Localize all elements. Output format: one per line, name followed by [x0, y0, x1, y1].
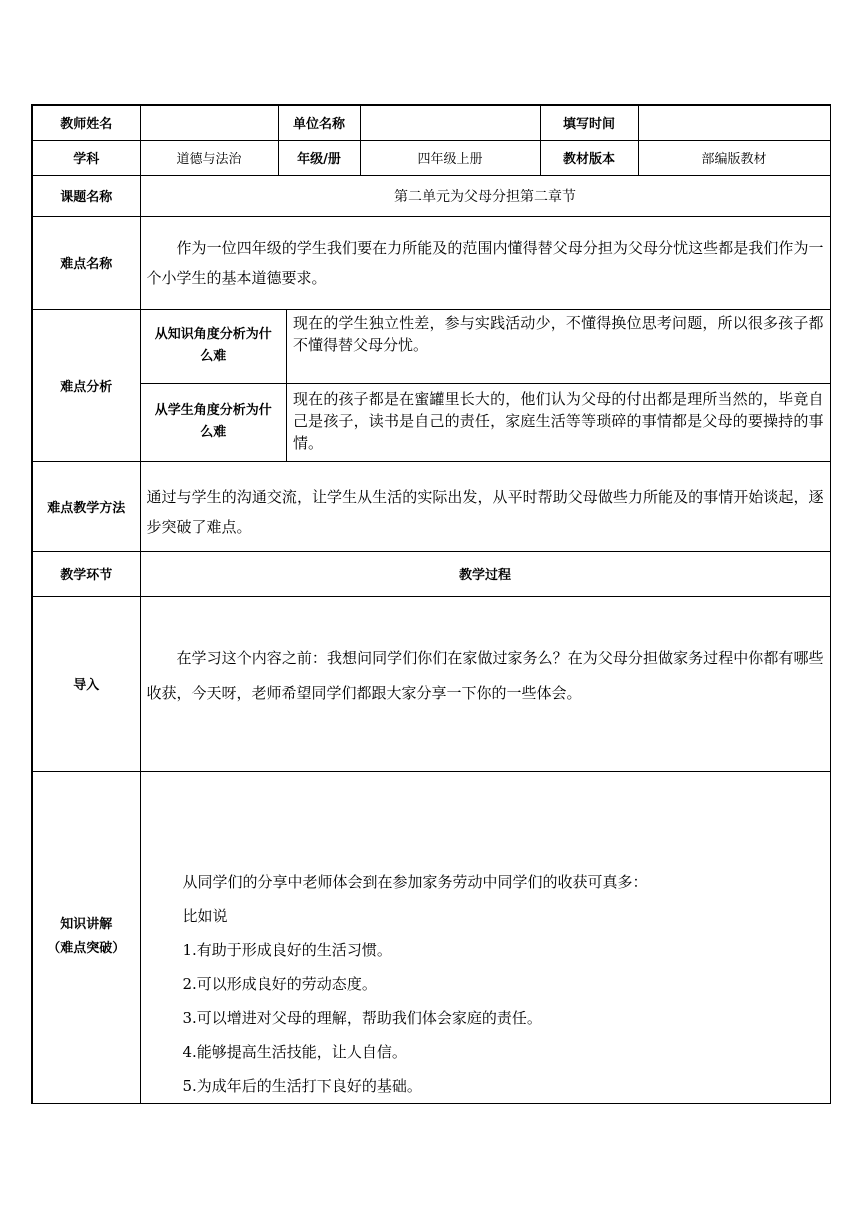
row-process-header [32, 551, 830, 596]
grade-label: 年级/册 [278, 140, 360, 175]
intro-label: 导入 [32, 596, 140, 771]
grade-value: 四年级上册 [360, 140, 540, 175]
knowledge-angle-label: 从知识角度分析为什么难 [154, 327, 272, 365]
fill-time-label: 填写时间 [540, 105, 638, 140]
process-header: 教学过程 [140, 551, 830, 596]
subject-label: 学科 [32, 140, 140, 175]
row-knowledge [32, 771, 830, 1103]
knowledge-label-line2: （难点突破） [47, 941, 126, 956]
unit-name-label: 单位名称 [278, 105, 360, 140]
row-basic-info [32, 105, 830, 140]
row-teaching-method [32, 461, 830, 551]
unit-name-value [360, 105, 540, 140]
row-difficulty-analysis [32, 309, 830, 461]
fill-time-value [638, 105, 830, 140]
row-intro [32, 596, 830, 771]
row-topic [32, 175, 830, 216]
edition-value: 部编版教材 [638, 140, 830, 175]
knowledge-label-line1: 知识讲解 [60, 917, 113, 932]
method-label: 难点教学方法 [32, 461, 140, 551]
subject-value: 道德与法治 [140, 140, 278, 175]
knowledge-item-5: 5.为成年后的生活打下良好的基础。 [182, 1076, 422, 1095]
student-angle-label: 从学生角度分析为什么难 [141, 384, 287, 461]
difficulty-text: 作为一位四年级的学生我们要在力所能及的范围内懂得替父母分担为父母分忧这些都是我们作为一个小学生的基本道德要求。 [146, 238, 824, 287]
knowledge-item-1: 1.有助于形成良好的生活习惯。 [182, 940, 392, 959]
lesson-plan-table [31, 104, 831, 1104]
method-text: 通过与学生的沟通交流，让学生从生活的实际出发，从平时帮助父母做些力所能及的事情开始谈起，逐步突破了难点。 [146, 487, 824, 536]
teacher-name-value [140, 105, 278, 140]
intro-text: 在学习这个内容之前：我想问同学们你们在家做过家务么？在为父母分担做家务过程中你都有哪些收获，今天呀，老师希望同学们都跟大家分享一下你的一些体会。 [146, 648, 824, 702]
knowledge-content [141, 865, 830, 1103]
lesson-plan-sheet [31, 104, 829, 1104]
knowledge-angle-text: 现在的学生独立性差，参与实践活动少，不懂得换位思考问题，所以很多孩子都不懂得替父母分忧。 [293, 313, 824, 354]
row-subject-info [32, 140, 830, 175]
knowledge-label [32, 771, 140, 1103]
analysis-label: 难点分析 [32, 309, 140, 461]
knowledge-lead: 从同学们的分享中老师体会到在参加家务劳动中同学们的收获可真多： [182, 872, 648, 891]
knowledge-item-2: 2.可以形成良好的劳动态度。 [182, 974, 377, 993]
topic-value: 第二单元为父母分担第二章节 [140, 175, 830, 216]
difficulty-label: 难点名称 [32, 216, 140, 309]
topic-label: 课题名称 [32, 175, 140, 216]
knowledge-sublead: 比如说 [182, 906, 228, 925]
analysis-subtable [141, 310, 830, 461]
row-difficulty-name [32, 216, 830, 309]
edition-label: 教材版本 [540, 140, 638, 175]
student-angle-text: 现在的孩子都是在蜜罐里长大的，他们认为父母的付出都是理所当然的，毕竟自己是孩子，读书是自己的责任，家庭生活等等琐碎的事情都是父母的要操持的事情。 [293, 390, 824, 452]
stage-header: 教学环节 [32, 551, 140, 596]
teacher-name-label: 教师姓名 [32, 105, 140, 140]
knowledge-item-4: 4.能够提高生活技能，让人自信。 [182, 1042, 407, 1061]
knowledge-item-3: 3.可以增进对父母的理解，帮助我们体会家庭的责任。 [182, 1008, 542, 1027]
